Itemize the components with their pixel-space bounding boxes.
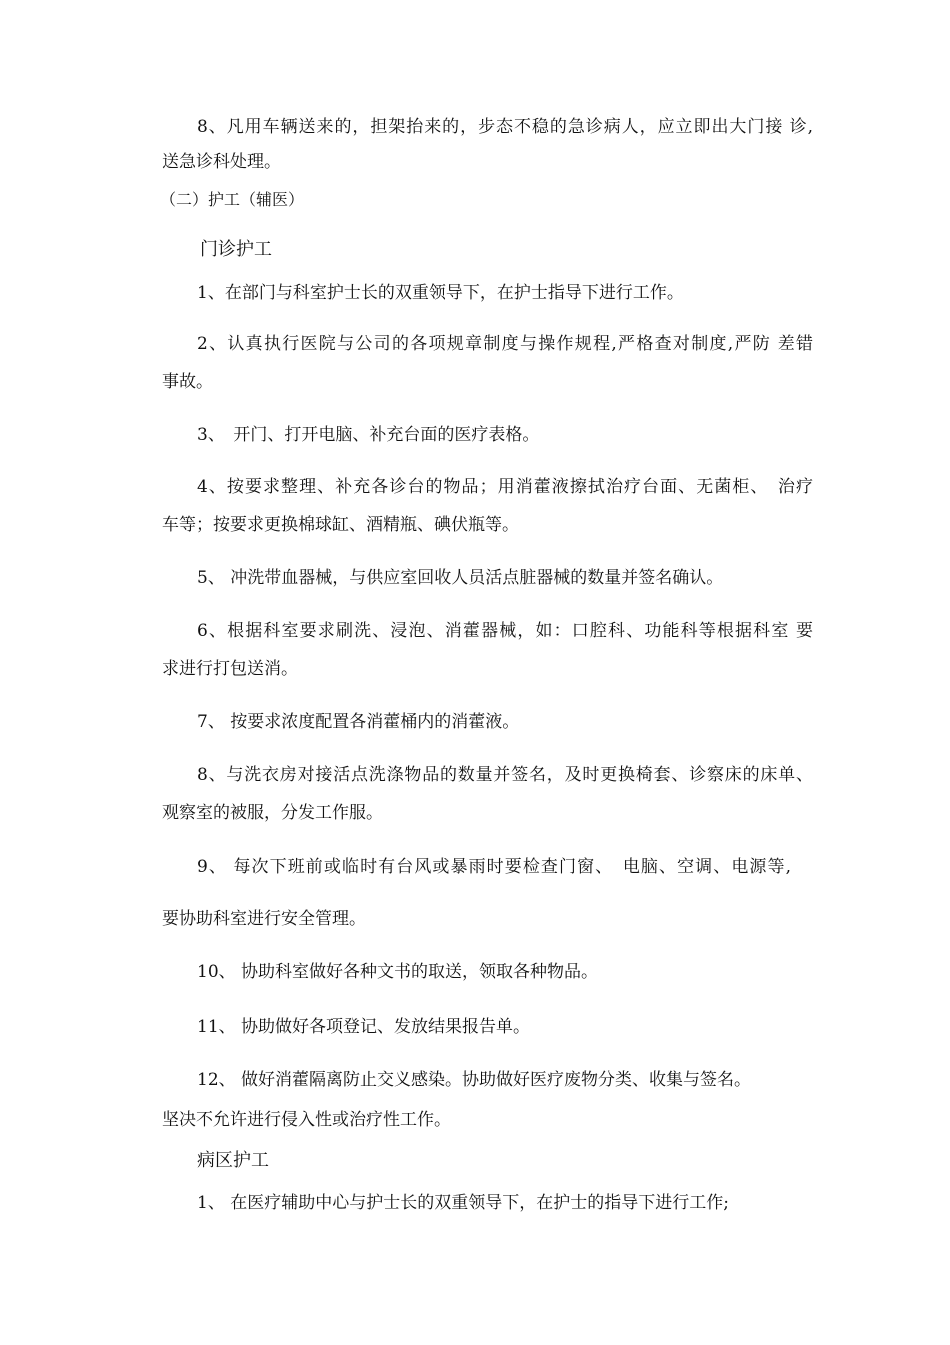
outpatient-item-6-line-1: 6、根据科室要求刷洗、浸泡、消藿器械，如：口腔科、功能科等根据科室 要 (197, 621, 813, 641)
urgent-item-8-line-1: 8、凡用车辆送来的，担架抬来的，步态不稳的急诊病人，应立即出大门接 诊, (197, 117, 813, 137)
outpatient-item-6-line-2: 求进行打包送消。 (162, 659, 298, 679)
ward-item-1: 1、 在医疗辅助中心与护士长的双重领导下，在护士的指导下进行工作; (197, 1193, 729, 1213)
outpatient-item-5: 5、 冲洗带血器械，与供应室回收人员活点脏器械的数量并签名确认。 (197, 568, 724, 588)
outpatient-item-9-line-1: 9、 每次下班前或临时有台风或暴雨时要检查门窗、 电脑、空调、电源等, (197, 857, 791, 877)
outpatient-item-8-line-1: 8、与洗衣房对接活点洗涤物品的数量并签名，及时更换椅套、诊察床的床单、 (197, 765, 813, 785)
outpatient-item-11: 11、 协助做好各项登记、发放结果报告单。 (197, 1017, 531, 1037)
urgent-item-8-line-2: 送急诊科处理。 (162, 152, 281, 172)
outpatient-item-4-line-1: 4、按要求整理、补充各诊台的物品；用消藿液擦拭治疗台面、无菌柜、 治疗 (197, 477, 813, 497)
outpatient-item-2-line-1: 2、认真执行医院与公司的各项规章制度与操作规程,严格查对制度,严防 差错 (197, 334, 813, 354)
outpatient-item-10: 10、 协助科室做好各种文书的取送，领取各种物品。 (197, 962, 599, 982)
outpatient-item-2-line-2: 事故。 (162, 372, 213, 392)
outpatient-item-12-line-2: 坚决不允许进行侵入性或治疗性工作。 (162, 1110, 451, 1130)
outpatient-item-9-line-2: 要协助科室进行安全管理。 (162, 909, 366, 929)
outpatient-item-12-line-1: 12、 做好消藿隔离防止交义感染。协助做好医疗废物分类、收集与签名。 (197, 1070, 752, 1090)
section-title: （二）护工（辅医） (160, 190, 305, 209)
outpatient-heading: 门诊护工 (200, 239, 272, 260)
outpatient-item-7: 7、 按要求浓度配置各消藿桶内的消藿液。 (197, 712, 520, 732)
outpatient-item-4-line-2: 车等；按要求更换棉球缸、酒精瓶、碘伏瓶等。 (162, 515, 519, 535)
outpatient-item-3: 3、 开门、打开电脑、补充台面的医疗表格。 (197, 425, 540, 445)
outpatient-item-8-line-2: 观察室的被服，分发工作服。 (162, 803, 383, 823)
outpatient-item-1: 1、在部门与科室护士长的双重领导下，在护士指导下进行工作。 (197, 283, 684, 303)
ward-heading: 病区护工 (197, 1150, 269, 1171)
